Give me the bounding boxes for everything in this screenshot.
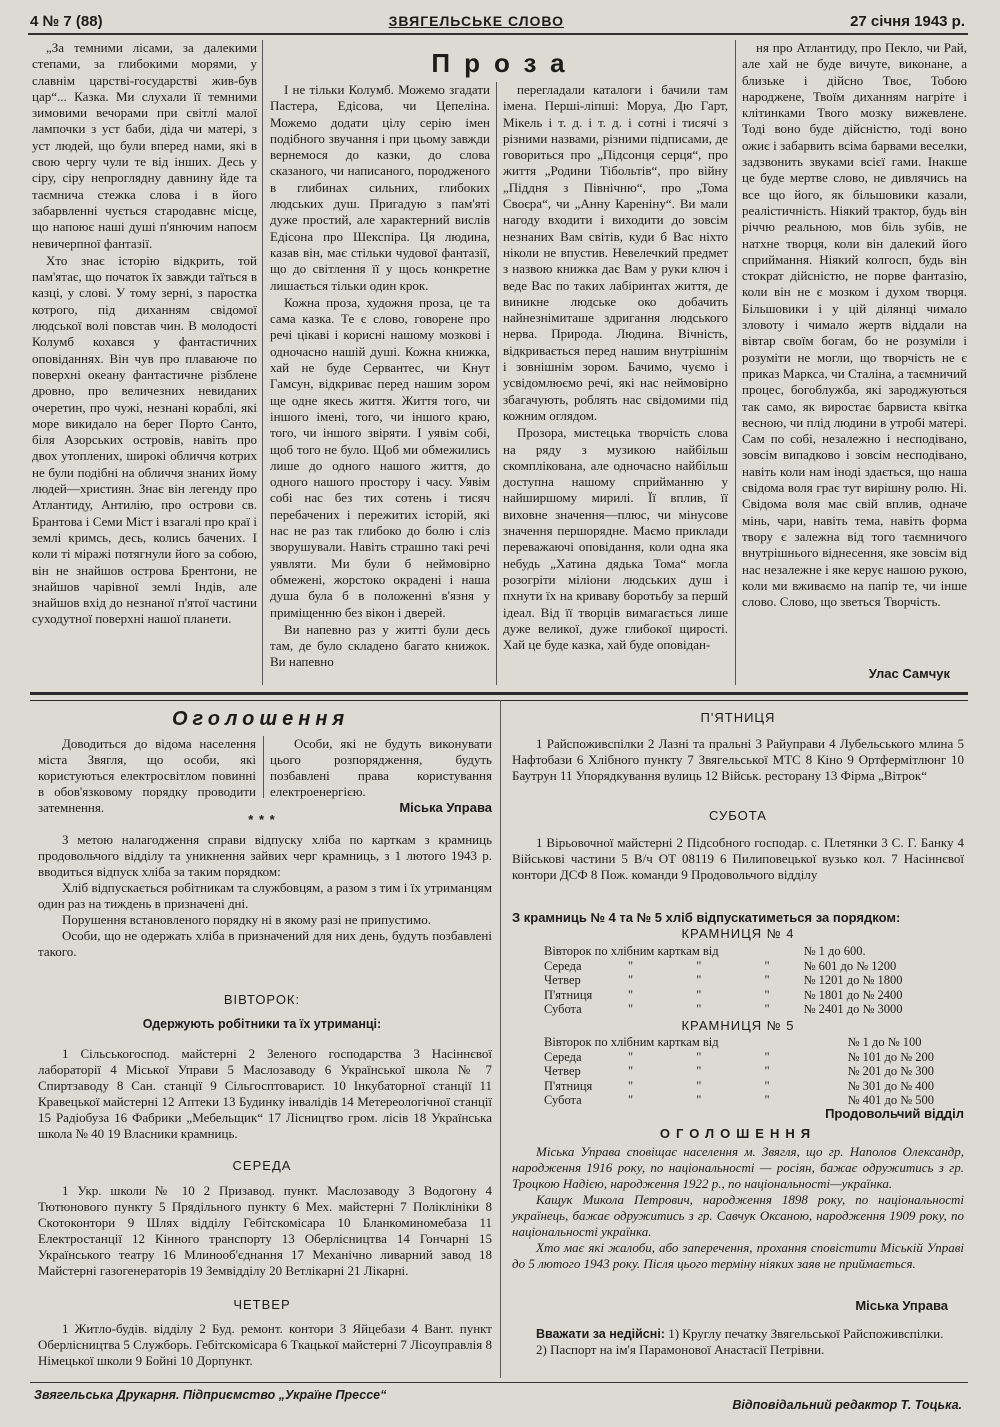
- stores-heading: З крамниць № 4 та № 5 хліб відпускатиметься за порядком:: [512, 910, 901, 925]
- list-text: 1 Вірьовочної майстерні 2 Підсобного господар. с. Плетянки 3 С. Г. Банку 4 Військові частини 5 В/ч ОТ 08119 6 Пилиповецької вузько кол. 7 Насіннєвої контори ДСФ 8 Пож. команди 9 Продовольчого відділу: [512, 835, 964, 882]
- paragraph: Порушення встановленого порядку ні в якому разі не припустимо.: [62, 912, 431, 927]
- paragraph: Прозора, мистецька творчість слова на ряду з музикою найбільш скомплікована, але одночасно найбільш доступна нашому сприйманню у найширшому мирилі. Її вплив, її виховне значення—плюс, чи мінусове значення першорядне. Маємо приклади переважаючі оповідання, коли одна яка небудь „Хатина дядька Тома“ могла розогріти міліони людських душ і пхнути їх на криваву боротьбу за першй ідеал. Від її творців вимагається лише дуже великої, дуже глибокої щирості. Хай це буде казка, хай буде оповідан-: [503, 425, 728, 653]
- header-rule: [28, 33, 968, 35]
- ditto-cell: " " ": [628, 1002, 800, 1017]
- table-row: [544, 988, 907, 1003]
- day-cell: Субота: [544, 1002, 582, 1017]
- tuesday-subheading: Одержують робітники та їх утриманці:: [142, 1017, 382, 1031]
- range-cell: № 1801 до № 2400: [803, 987, 903, 1002]
- table-row: [544, 1050, 938, 1065]
- running-header: [30, 10, 965, 32]
- article-column-4: [742, 40, 967, 660]
- day-cell: Субота: [544, 1093, 582, 1108]
- list-text: 1 Житло-будів. відділу 2 Буд. ремонт. контори 3 Яйцебази 4 Вант. пункт Оберлісництва 5 Служборь. Гебітскомісара 6 Ткацької майстерні 7 Лісоуправлія 8 Німецької школи 9 Бойні 10 Дорпункт.: [38, 1321, 492, 1368]
- marriage-notices: [512, 1144, 964, 1272]
- day-heading-saturday: СУБОТА: [709, 808, 767, 823]
- day-heading-tuesday: ВІВТОРОК:: [223, 992, 301, 1007]
- day-cell: П'ятниця: [544, 1078, 593, 1093]
- day-cell: Четвер: [544, 973, 581, 988]
- table-row: [544, 1035, 938, 1050]
- invalid-documents: [512, 1326, 964, 1358]
- day-cell: Вівторок по хлібним карткам від: [544, 1035, 719, 1049]
- announcements-title: Оголошення: [172, 708, 350, 730]
- day-cell: П'ятниця: [544, 987, 593, 1002]
- range-cell: № 201 до № 300: [847, 1064, 935, 1079]
- list-text: 1 Райспоживспілки 2 Лазні та пральні 3 Райуправи 4 Лубельського млина 5 Нафтобази 6 Хлібного пункту 7 Звягельської МТС 8 Кіно 9 Ортфермітлюнг 10 Баутрун 11 Упорядкування вулиць 12 Військ. ресторану 13 Фірма „Вітрок“: [512, 736, 964, 783]
- range-cell: № 1 до № 100: [847, 1035, 922, 1049]
- store-4-title: КРАМНИЦЯ № 4: [681, 926, 795, 941]
- invalid-lead: Вважати за недійсні:: [536, 1327, 665, 1341]
- range-cell: № 1 до 600.: [803, 944, 866, 958]
- ditto-cell: " " ": [628, 958, 800, 973]
- list-text: 1 Укр. школи № 10 2 Призавод. пункт. Маслозаводу 3 Водогону 4 Тютюнового пункту 5 Прядільного пункту 6 Мех. майстерні 7 Поліклініки 8 Скотоконтори 9 Шлях відділу Гебітскомісара 10 Бланкоминомебаза 11 Електростанції 12 Кінного транспорту 13 Оберлісництва 14 Гончарні 15 Українського театру 16 Млинооб'єднання 17 Механічно ливарний завод 18 Майстерні газогенераторів 19 Земвідділу 20 Ветлікарні 21 Лікарні.: [38, 1183, 492, 1278]
- ditto-cell: " " ": [628, 1078, 800, 1093]
- paragraph: Хто знає історію відкрить, той пам'ятає, що початок їх завжди таїться в казці, у слові. У тому зерні, з паростка котрого, під диханням свідомої людської волі повстав чин. В молодості Колумб кохався у фантастичних оповіданнях. Він чув про плаваюче по поверхні океану фантастичне різблене дровно, про величезних невиданих очеретин, про чужі, незнані кораблі, які море викидало на берег Порто Санто, біля Азорських островів, навіть про двох утоплених, широкі обличчя котрих не були подібні на обличчя знаних йому людей—християн. Знає він легенду про Атлантиду, Антилію, про острови св. Брантова і Семи Міст і взагалі про краї і землі кримсь, десь, колись бачених. І коли ті міражі потягнули його за собою, він не знайшов острова Брентони, не знайшов чарівної землі Індів, але знайшов вхід до незнаної п'ятої частини суходутної поверхні нашої планети.: [32, 252, 257, 627]
- issue-date: 27 січня 1943 р.: [850, 12, 965, 30]
- asterisks-divider: * * *: [248, 812, 276, 827]
- invalid-item: 1) Круглу печатку Звягельської Райспоживспілки.: [668, 1326, 944, 1341]
- paragraph: І не тільки Колумб. Можемо згадати Пастера, Едісова, чи Цепеліна. Можемо додати цілу серію імен подібного звучання і при цьому завжди вернемося до казки, до слова сказаного, чи написаного, породженого в глибинах сильних, глибоких людських душ. Пригадую з пам'яті дуже простий, але характерний вислів Едісона про Шекспіра. Ця людина, казав він, має стільки чудової фантазії, що до світлення її у щось конкретне лишається тільки один крок.: [270, 82, 490, 293]
- column-divider: [735, 40, 736, 685]
- range-cell: № 2401 до № 3000: [803, 1002, 903, 1017]
- stores-signature: Продовольчий відділ: [825, 1106, 964, 1121]
- column-divider: [496, 82, 497, 685]
- article-column-3: [503, 82, 728, 685]
- article-column-2: [270, 82, 490, 685]
- ditto-cell: " " ": [628, 1064, 800, 1079]
- article-signature: Улас Самчук: [868, 666, 950, 681]
- paragraph: Кащук Микола Петрович, народження 1898 року, по національності українець, бажає одружитись з гр. Савчук Оксаною, народження 1909 року, по національності українка.: [512, 1192, 964, 1239]
- issue-number: 4 № 7 (88): [30, 12, 103, 30]
- range-cell: № 401 до № 500: [847, 1093, 935, 1108]
- tuesday-list: [38, 1046, 492, 1142]
- wednesday-list: [38, 1183, 492, 1279]
- saturday-list: [512, 835, 964, 883]
- paragraph: перегладали каталоги і бачили там імена. Перші-ліпші: Моруа, Дю Гарт, Мікель і т. д. і т. д. і сотні і тисячі з різними назвами, різними підписами, де говориться про „Підсонця серця“, про життя „Родини Тібольтів“, про війну „Піддня з Північню“, про „Тома Своєра“, чи „Анну Кареніну“. Ви мали нагоду входити і виходити до зовсім незнаних Вам світів, куди б Вас ніхто ніколи не впустив. Невелечкий предмет з назвою книжка дає Вам у руки ключ і веде Вас по таких лабіринтах життя, де виникне людське око добачить найнезнімиташе здригання людського нерва. Природа. Людина. Вічність, відкривається перед нашим внутрішнім і зовнішнім зором. Бачимо, чуємо і усвідомлюємо речі, які нас неймовірно збагачують, роблять нас свідомими під кожним оглядом.: [503, 82, 728, 423]
- day-heading-friday: П'ЯТНИЦЯ: [700, 710, 776, 725]
- day-cell: Вівторок по хлібним карткам від: [544, 944, 719, 958]
- day-cell: Середа: [544, 1049, 582, 1064]
- blackout-notice: [38, 736, 256, 816]
- paragraph: Кожна проза, художня проза, це та сама казка. Те є слово, говорене про речі цікаві і корисні нашому мозкові і одночасно нашій душі. Кожна книжка, хай не буде Сервантес, чи Кнут Гамсун, відкриває перед нашим зором ще одне якесь життя. Життя того, чи іншого імені, того, чи іншого краю, того, чи іншого звіряти. І уявім собі, щоб того не було. Щоб ми обмежились лише до одного нашого життя, до одного нашого простору і часу. Уявім собі нас без тих сотень і тисяч перебачених і пережитих історій, які нас не раз так глибоко до болю і сліз зворушували. Навіть страшно такі речі уявляти. Ми були б неймовірно обмежені, жорстоко окрадені і наша душа була б в положенні в'язня у приміщенню без вікон і дверей.: [270, 294, 490, 620]
- ditto-cell: " " ": [628, 987, 800, 1002]
- printer-imprint: Звягельська Друкарня. Підприємство „Україне Прессе“: [34, 1388, 387, 1402]
- notice-text: Особи, які не будуть виконувати цього розпорядження, будуть позбавлені права користування електроенергією.: [270, 736, 492, 799]
- column-divider: [500, 700, 501, 1378]
- range-cell: № 101 до № 200: [847, 1049, 935, 1064]
- article-title: Проза: [431, 48, 579, 78]
- blackout-notice-continued: [270, 736, 492, 816]
- day-cell: Середа: [544, 958, 582, 973]
- paragraph: Ви напевно раз у житті були десь там, де було складено багато книжок. Ви напевно: [270, 621, 490, 670]
- invalid-item: 2) Паспорт на ім'я Парамонової Анастасії Петрівни.: [536, 1342, 825, 1357]
- range-cell: № 601 до № 1200: [803, 958, 897, 973]
- notice-text: Доводиться до відома населення міста Звягля, що особи, які користуються електросвітлом повинні в обов'язковому порядку проводити затемнення.: [38, 736, 256, 815]
- paragraph: „За темними лісами, за далекими степами, за глибокими морями, у славнім царстві-государстві жив-був цар“... Казка. Ми слухали її темними зимовими вечорами при світлі малої лампочки з уст баби, діда чи матері, з уст людей, що були вперед нами, які в свою чергу чули те від інших. Десь у сіру, сіру непроглядну давнину йде та таємнича стежка слова і в його забарвленні чується стародавнє місце, що напоює наші душі п'янючим напоєм невичерпної фантазії.: [32, 40, 257, 251]
- table-row: [544, 1002, 907, 1017]
- table-row: [544, 973, 907, 988]
- notice-signature: Міська Управа: [399, 800, 492, 815]
- day-heading-wednesday: СЕРЕДА: [232, 1158, 292, 1173]
- column-divider: [263, 736, 264, 798]
- ditto-cell: " " ": [628, 1049, 800, 1064]
- section-rule: [30, 692, 968, 701]
- column-divider: [262, 40, 263, 685]
- paragraph: Хліб відпускається робітникам та службовцям, а разом з тим і їх утриманцям один раз на тиждень в призначені дні.: [38, 880, 492, 911]
- masthead: ЗВЯГЕЛЬСЬКЕ СЛОВО: [388, 13, 565, 29]
- footer-rule: [30, 1382, 968, 1383]
- store-5-title: КРАМНИЦЯ № 5: [681, 1018, 795, 1033]
- ditto-cell: " " ": [628, 1093, 800, 1108]
- range-cell: № 1201 до № 1800: [803, 973, 903, 988]
- day-cell: Четвер: [544, 1064, 581, 1079]
- bread-order-intro: [38, 832, 492, 960]
- friday-list: [512, 736, 964, 784]
- list-text: 1 Сільськогоспод. майстерні 2 Зеленого господарства 3 Насіннєвої лабораторії 4 Міської Управи 5 Маслозаводу 6 Української школа № 7 Спиртзаводу 8 Сан. станції 9 Сільгосптоварист. 10 Інкубаторної станції 11 Кравецької майстерні 12 Аптеки 13 Будинку інвалідів 14 Метереологічної станції 15 Радіобуза 16 Фабрики „Мебельщик“ 17 Лісництво гром. лісів 18 Українська школа № 40 19 Власники крамниць.: [38, 1046, 492, 1141]
- day-heading-thursday: ЧЕТВЕР: [233, 1297, 291, 1312]
- table-row: [544, 959, 907, 974]
- store-5-table: [544, 1035, 938, 1108]
- paragraph: Хто має які жалоби, або заперечення, прохання сповістити Міській Управі до 5 лютого 1943 року. Після цього терміну ніяких заяв не приймається.: [512, 1240, 964, 1271]
- article-column-1: [32, 40, 257, 685]
- editor-imprint: Відповідальний редактор Т. Тоцька.: [732, 1398, 962, 1412]
- paragraph: Міська Управа сповіщає населення м. Звягля, що гр. Наполов Олександр, народження 1916 року, по національності — росіян, бажає одружитись з гр. Троцкою Надією, народження 1922 р., по національності—українка.: [512, 1144, 964, 1191]
- table-row: [544, 944, 907, 959]
- ditto-cell: " " ": [628, 973, 800, 988]
- range-cell: № 301 до № 400: [847, 1078, 935, 1093]
- table-row: [544, 1079, 938, 1094]
- marriage-signature: Міська Управа: [855, 1298, 948, 1313]
- marriage-title: ОГОЛОШЕННЯ: [659, 1126, 817, 1141]
- thursday-list: [38, 1321, 492, 1369]
- paragraph: З метою налагодження справи відпуску хліба по карткам з крамниць продовольчого відділу та уникнення зайвих черг крамниць, з 1 лютого 1943 р. вводиться відпуск хліба за таким порядком:: [38, 832, 492, 879]
- table-row: [544, 1064, 938, 1079]
- paragraph: Особи, що не одержать хліба в призначений для них день, будуть позбавлені такого.: [38, 928, 492, 959]
- store-4-table: [544, 944, 907, 1017]
- paragraph: ня про Атлантиду, про Пекло, чи Рай, але хай не буде вичуте, виконане, а близьке і дійсно Твоє, Тобою народжене, Твоїм диханням нагріте і клітинками Твого мозку вижевлене. Тоді воно буде дійсністю, тоді воно ожиє і забарвить всіма барвами веселки, задзвонить звуками всієї гами. Інакше це буде мертве слово, не дивлячись на все що його, як більшовики казали, реалістичність. Ніякий трактор, будь він річчю реальною, мов біль зубів, не натхне творця, коли він далекий його сприймання. Ніякий колгосп, будь він стократ дійсністю, не порве фантазію, коли він не є мозком і духом творця. Більшовики і у цій ділянці чимало зловоту і чимало жертв віддали на вівтар своїм богам, бо не розуміли і розуміти не могли, що творчість не є приказ Маркса, чи Сталіна, а таємничий процес, богоблужба, які зароджуються так само, як виростає барвиста квітка весною, чи плід людини в утробі матері. Сам по собі, незалежно і несподівано, зовсім випадково і зовсім несподівано, навіть коли нам іноді здається, що наша свідома воля грає тут вирішну ролю. Ні. Свідома воля має свій вплив, одначе мінь, чари, навіть тема, навіть форма твору є залежна від того таємничого внутрішнього віднесення, яке зовсім від нас незалежне і яке керує нашою рукою, коли ми вживаємо на папір те, чи інше слово. Слово, що зветься Творчість.: [742, 40, 967, 610]
